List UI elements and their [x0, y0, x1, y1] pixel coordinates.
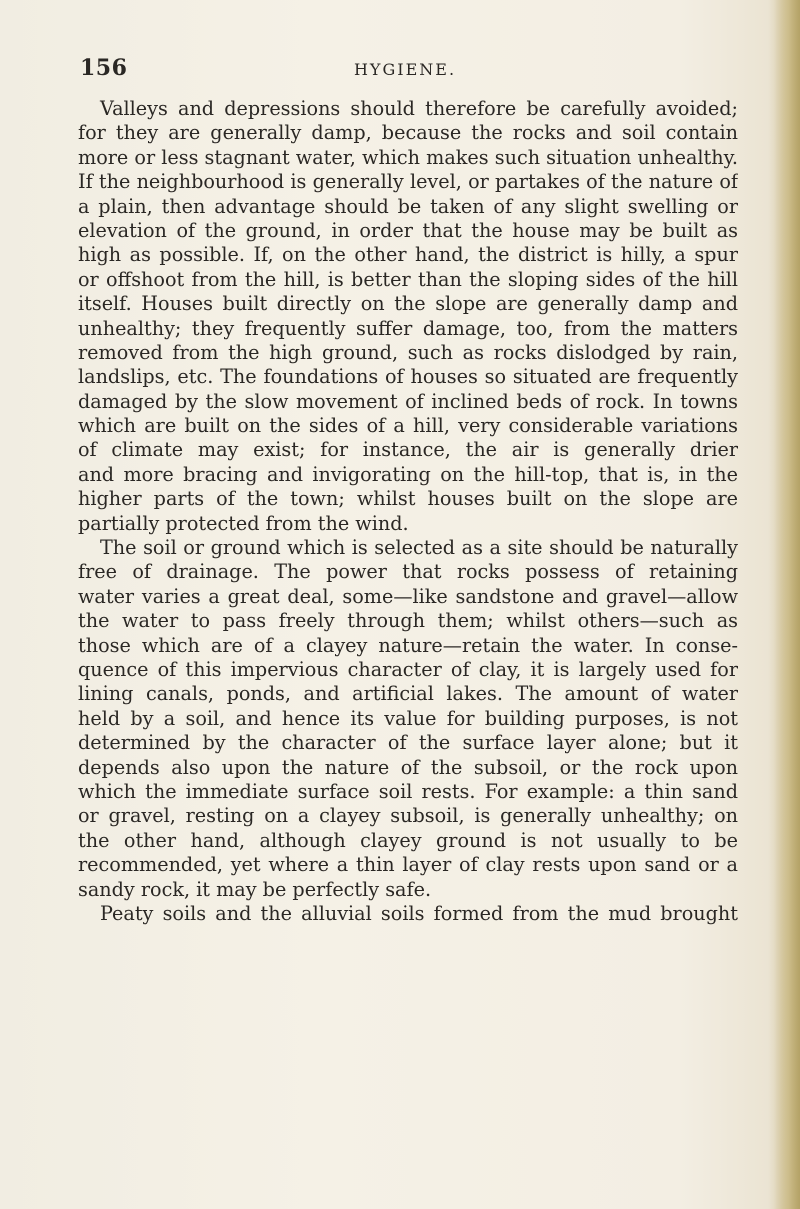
text-line: itself. Houses built directly on the slope are generally damp and: [78, 292, 738, 316]
text-line: quence of this impervious character of clay, it is largely used for: [78, 657, 738, 681]
text-line: recommended, yet where a thin layer of clay rests upon sand or a: [78, 853, 738, 877]
text-line: sandy rock, it may be perfectly safe.: [78, 877, 432, 901]
text-line: elevation of the ground, in order that the house may be built as: [78, 218, 738, 242]
text-line: held by a soil, and hence its value for building purposes, is not: [78, 706, 738, 730]
text-line: Peaty soils and the alluvial soils formed from the mud brought: [100, 901, 738, 925]
page-number: 156: [80, 55, 128, 81]
page-edge-shadow: [774, 0, 800, 1209]
text-line: a plain, then advantage should be taken of any slight swelling or: [78, 194, 738, 218]
text-line: unhealthy; they frequently suffer damage, too, from the matters: [78, 316, 738, 340]
text-line: partially protected from the wind.: [78, 511, 409, 535]
text-line: or gravel, resting on a clayey subsoil, is generally unhealthy; on: [78, 804, 738, 828]
text-line: depends also upon the nature of the subsoil, or the rock upon: [78, 755, 738, 779]
running-head: HYGIENE.: [353, 60, 457, 79]
text-line: for they are generally damp, because the rocks and soil contain: [78, 121, 738, 145]
body-text: [78, 97, 738, 926]
text-line: more or less stagnant water, which makes such situation unhealthy.: [78, 145, 738, 169]
text-line: The soil or ground which is selected as a site should be naturally: [100, 536, 738, 560]
text-line: and more bracing and invigorating on the hill-top, that is, in the: [78, 462, 738, 486]
text-line: damaged by the slow movement of inclined beds of rock. In towns: [78, 389, 738, 413]
text-line: of climate may exist; for instance, the air is generally drier: [78, 438, 738, 462]
text-line: higher parts of the town; whilst houses built on the slope are: [78, 487, 738, 511]
text-line: lining canals, ponds, and artificial lakes. The amount of water: [78, 682, 738, 706]
text-line: If the neighbourhood is generally level, or partakes of the nature of: [78, 170, 738, 194]
text-line: the other hand, although clayey ground is not usually to be: [78, 828, 738, 852]
text-line: high as possible. If, on the other hand, the district is hilly, a spur: [78, 243, 738, 267]
text-line: or offshoot from the hill, is better than the sloping sides of the hill: [78, 267, 738, 291]
text-line: removed from the high ground, such as rocks dislodged by rain,: [78, 340, 738, 364]
text-line: Valleys and depressions should therefore be carefully avoided;: [100, 97, 738, 120]
text-line: free of drainage. The power that rocks possess of retaining: [78, 560, 738, 584]
text-line: water varies a great deal, some—like sandstone and gravel—allow: [78, 584, 738, 608]
text-line: those which are of a clayey nature—retain the water. In conse-: [78, 633, 738, 657]
text-line: landslips, etc. The foundations of houses so situated are frequently: [78, 365, 738, 389]
text-line: which the immediate surface soil rests. For example: a thin sand: [78, 779, 738, 803]
text-line: the water to pass freely through them; whilst others—such as: [78, 609, 738, 633]
text-line: determined by the character of the surface layer alone; but it: [78, 731, 738, 755]
text-line: which are built on the sides of a hill, very considerable variations: [78, 414, 738, 438]
